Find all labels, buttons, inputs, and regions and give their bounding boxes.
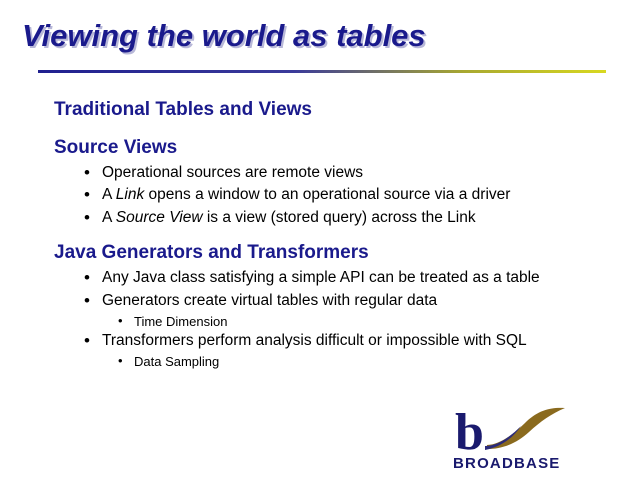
sub-list-item bbox=[118, 353, 640, 371]
bullet-icon: • bbox=[84, 290, 90, 310]
sub-list-item bbox=[118, 313, 640, 331]
slide-body bbox=[0, 96, 640, 370]
list-item-label: Generators create virtual tables with regular data bbox=[102, 291, 438, 309]
text-post: is a view (stored query) across the Link bbox=[202, 208, 476, 226]
emphasis-link: Link bbox=[115, 186, 145, 204]
page-title: Viewing the world as tables bbox=[22, 18, 426, 53]
bullet-icon: • bbox=[84, 185, 90, 205]
bullet-icon: • bbox=[84, 162, 90, 182]
sub-list-item-label: Data Sampling bbox=[134, 353, 220, 369]
heading-traditional-tables-and-views: Traditional Tables and Views bbox=[54, 99, 312, 120]
list-item bbox=[84, 330, 640, 353]
list-item bbox=[84, 184, 640, 207]
list-item-label: Any Java class satisfying a simple API can be treated as a table bbox=[102, 269, 540, 287]
list-item bbox=[84, 207, 640, 230]
list-item bbox=[84, 162, 640, 185]
list-item-label: Transformers perform analysis difficult or impossible with SQL bbox=[102, 332, 527, 350]
list-item-label: Operational sources are remote views bbox=[102, 163, 364, 181]
svg-text:b: b bbox=[455, 405, 484, 457]
emphasis-source-view: Source View bbox=[115, 208, 203, 226]
list-item bbox=[84, 267, 640, 290]
text-pre: A bbox=[102, 186, 116, 204]
bullet-icon: • bbox=[84, 331, 90, 351]
text-pre: A bbox=[102, 208, 116, 226]
list-item-label bbox=[102, 186, 640, 205]
heading-java-generators-and-transformers: Java Generators and Transformers bbox=[54, 242, 369, 264]
bullet-icon: • bbox=[84, 207, 90, 227]
list-item-label bbox=[102, 209, 640, 228]
title-divider bbox=[38, 70, 606, 73]
logo-mark-icon bbox=[447, 405, 587, 457]
heading-source-views: Source Views bbox=[54, 136, 178, 158]
bullet-icon: • bbox=[84, 268, 90, 288]
logo-wordmark: BROADBASE bbox=[453, 455, 561, 472]
sub-list-item-label: Time Dimension bbox=[134, 313, 228, 329]
bullet-icon: • bbox=[118, 352, 123, 368]
bullet-icon: • bbox=[118, 312, 123, 328]
list-item bbox=[84, 290, 640, 313]
broadbase-logo bbox=[447, 405, 587, 477]
text-post: opens a window to an operational source via a driver bbox=[144, 186, 511, 204]
